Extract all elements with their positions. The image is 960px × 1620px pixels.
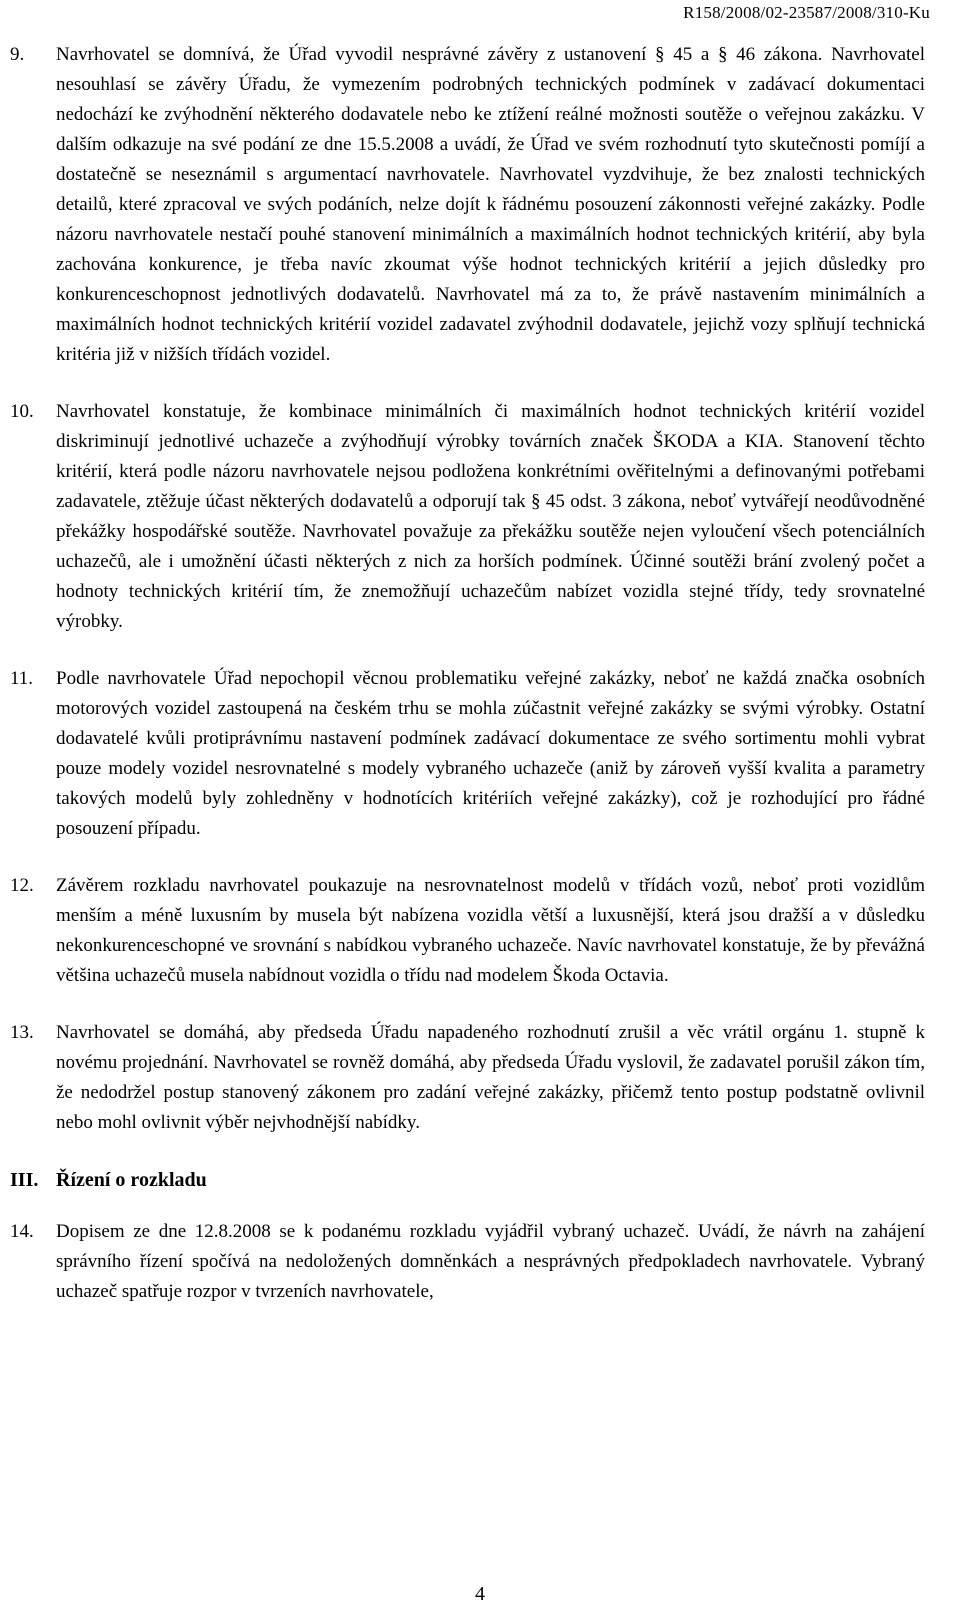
paragraph-text: Závěrem rozkladu navrhovatel poukazuje na nesrovnatelnost modelů v třídách vozů, neboť proti vozidlům menším a méně luxusním by musela být nabízena vozidla větší a luxusnější, která jsou dražší a v důsledku nekonkurenceschopné ve srovnání s nabídkou vybraného uchazeče. Navíc navrhovatel konstatuje, že by převážná většina uchazečů musela nabídnout vozidla o třídu nad modelem Škoda Octavia. <box>56 875 925 986</box>
paragraph-text: Navrhovatel se domáhá, aby předseda Úřadu napadeného rozhodnutí zrušil a věc vrátil orgánu 1. stupně k novému projednání. Navrhovatel se rovněž domáhá, aby předseda Úřadu vyslovil, že zadavatel porušil zákon tím, že nedodržel postup stanovený zákonem pro zadání veřejné zakázky, přičemž tento postup podstatně ovlivnil nebo mohl ovlivnit výběr nejvhodnější nabídky. <box>56 1022 925 1133</box>
paragraph-number: 14. <box>10 1221 34 1242</box>
paragraph-14 <box>10 1217 925 1307</box>
section-heading <box>10 1165 925 1195</box>
paragraph-text: Dopisem ze dne 12.8.2008 se k podanému rozkladu vyjádřil vybraný uchazeč. Uvádí, že návrh na zahájení správního řízení spočívá na nedoložených domněnkách a nesprávných předpokladech navrhovatele. Vybraný uchazeč spatřuje rozpor v tvrzeních navrhovatele, <box>56 1221 925 1302</box>
paragraph-9 <box>10 40 925 370</box>
paragraph-number: 11. <box>10 668 34 689</box>
paragraph-text: Navrhovatel se domnívá, že Úřad vyvodil nesprávné závěry z ustanovení § 45 a § 46 zákona. Navrhovatel nesouhlasí se závěry Úřadu, že vymezením podrobných technických podmínek v zadávací dokumentaci nedochází ke zvýhodnění některého dodavatele nebo ke ztížení reálné možnosti soutěže o veřejnou zakázku. V dalším odkazuje na své podání ze dne 15.5.2008 a uvádí, že Úřad ve svém rozhodnutí tyto skutečnosti pomíjí a dostatečně se neseznámil s argumentací navrhovatele. Navrhovatel vyzdvihuje, že bez znalosti technických detailů, které zpracoval ve svých podáních, nelze dojít k řádnému posouzení zákonnosti veřejné zakázky. Podle názoru navrhovatele nestačí pouhé stanovení minimálních a maximálních hodnot technických kritérií, aby byla zachována konkurence, je třeba navíc zkoumat výše hodnot technických kritérií a jejich důsledky pro konkurenceschopnost jednotlivých dodavatelů. Navrhovatel má za to, že právě nastavením minimálních a maximálních hodnot technických kritérií vozidel zadavatel zvýhodnil dodavatele, jejichž vozy splňují technická kritéria již v nižších třídách vozidel. <box>56 44 925 365</box>
paragraph-number: 9. <box>10 44 25 65</box>
paragraph-12 <box>10 871 925 991</box>
paragraph-number: 13. <box>10 1022 34 1043</box>
paragraph-11 <box>10 664 925 844</box>
document-body <box>10 40 925 1334</box>
paragraph-text: Podle navrhovatele Úřad nepochopil věcnou problematiku veřejné zakázky, neboť ne každá značka osobních motorových vozidel zastoupená na českém trhu se mohla zúčastnit veřejné zakázky se svými výrobky. Ostatní dodavatelé kvůli protiprávnímu nastavení podmínek zadávací dokumentace ze svého sortimentu mohli vybrat pouze modely vozidel nesrovnatelné s modely vybraného uchazeče (aniž by zároveň vyšší kvalita a parametry takových modelů byly zohledněny v hodnotících kritériích veřejné zakázky), což je rozhodující pro řádné posouzení případu. <box>56 668 925 839</box>
paragraph-number: 10. <box>10 401 34 422</box>
section-title: Řízení o rozkladu <box>56 1169 207 1191</box>
paragraph-10 <box>10 397 925 637</box>
page-number: 4 <box>475 1583 485 1605</box>
paragraph-text: Navrhovatel konstatuje, že kombinace minimálních či maximálních hodnot technických kritérií vozidel diskriminují jednotlivé uchazeče a zvýhodňují výrobky továrních značek ŠKODA a KIA. Stanovení těchto kritérií, která podle názoru navrhovatele nejsou podložena konkrétními ověřitelnými a definovanými potřebami zadavatele, ztěžuje účast některých dodavatelů a odporují tak § 45 odst. 3 zákona, neboť vytvářejí neodůvodněné překážky hospodářské soutěže. Navrhovatel považuje za překážku soutěže nejen vyloučení všech potenciálních uchazečů, ale i umožnění účasti některých z nich za horších podmínek. Účinné soutěži brání zvolený počet a hodnoty technických kritérií tím, že znemožňují uchazečům nabízet vozidla stejné třídy, tedy srovnatelné výrobky. <box>56 401 925 632</box>
document-reference: R158/2008/02-23587/2008/310-Ku <box>683 3 930 22</box>
paragraph-13 <box>10 1018 925 1138</box>
section-number: III. <box>10 1169 39 1191</box>
paragraph-number: 12. <box>10 875 34 896</box>
